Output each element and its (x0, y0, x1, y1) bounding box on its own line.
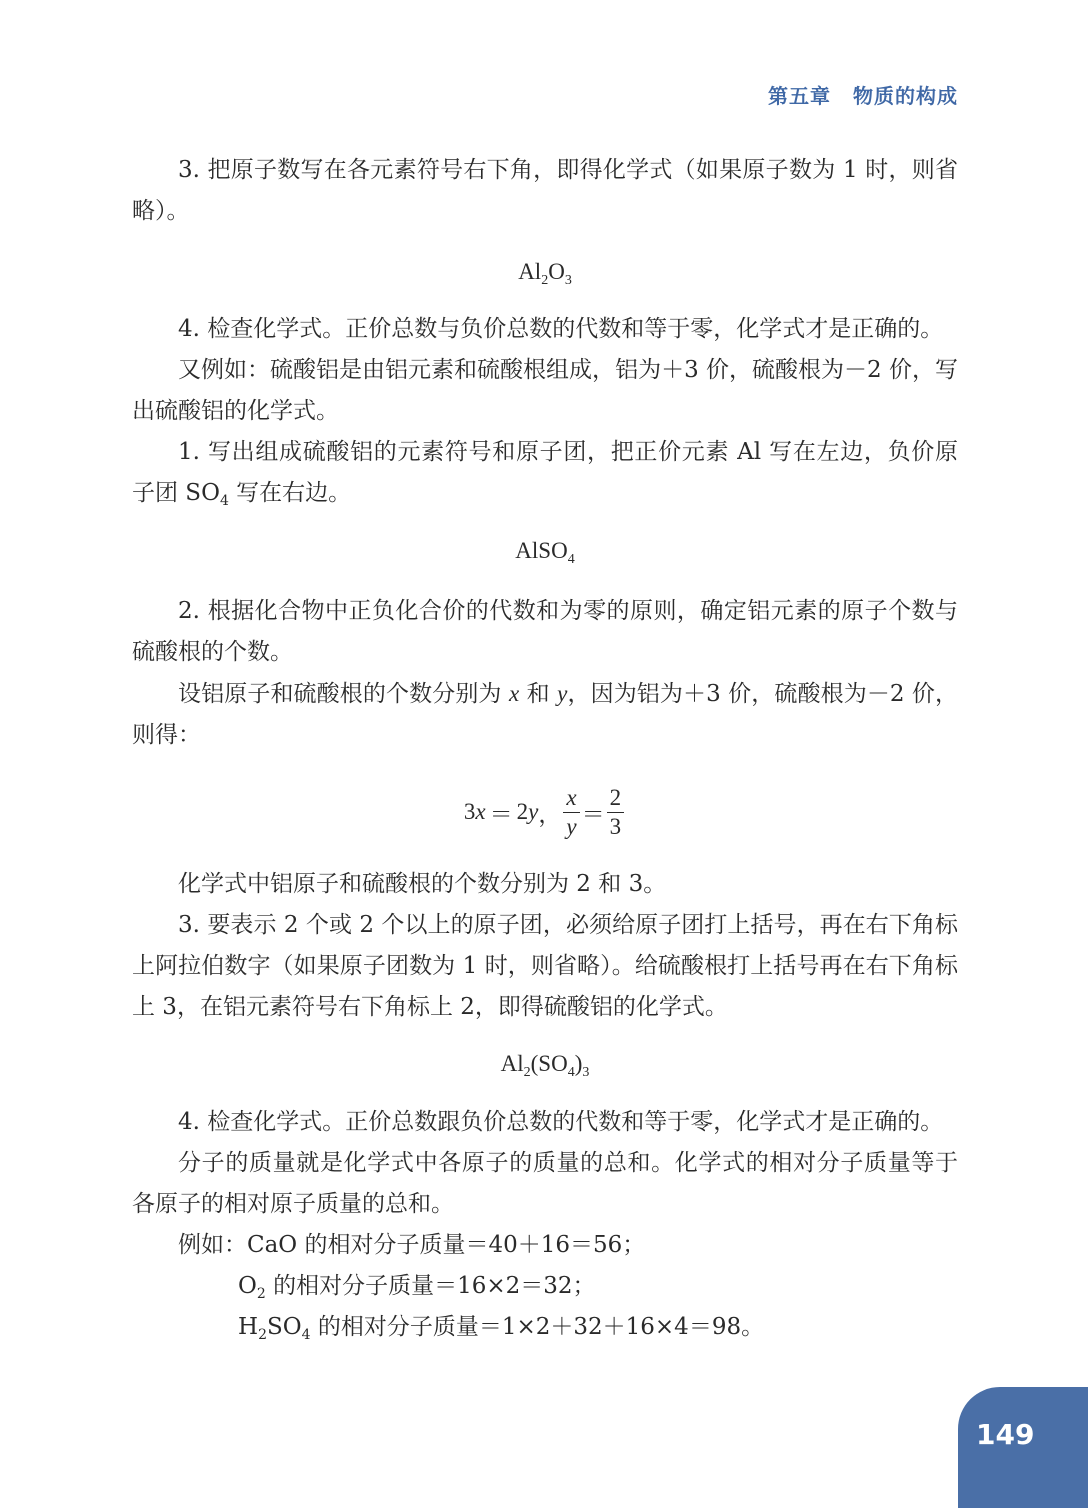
chapter-label: 第五章 (768, 84, 831, 108)
paragraph-let-xy: 设铝原子和硫酸根的个数分别为 x 和 y，因为铝为＋3 价，硫酸根为－2 价，则得： (132, 681, 959, 748)
formula-al2so43: $Al_2(SO_4)_3$ (500, 1051, 590, 1080)
formula-equation: 3 x ＝ 2 y ， $\frac{x}{y}$ ＝ $\frac{2}{3}$ (132, 780, 958, 844)
paragraph-step1-symbols: 1. 写出组成硫酸铝的元素符号和原子团，把正价元素 Al 写在左边，负价原子团 $SO_4$ 写在右边。 (132, 439, 958, 509)
chapter-header (768, 80, 958, 109)
paragraph-step4-check: 4. 检查化学式。正价总数与负价总数的代数和等于零，化学式才是正确的。 (178, 316, 944, 342)
paragraph-example-o2: $O_2$ 的相对分子质量＝16×2＝32； (238, 1273, 596, 1302)
formula-also4: AlSO$_4$ (515, 538, 575, 567)
paragraph-step3-subscript: 3. 把原子数写在各元素符号右下角，即得化学式（如果原子数为 1 时，则省略）。 (132, 157, 958, 224)
paragraph-step3-brackets: 3. 要表示 2 个或 2 个以上的原子团，必须给原子团打上括号，再在右下角标上阿拉伯数字（如果原子团数为 1 时，则省略）。给硫酸根打上括号再在右下角标上 3，在铝元素符号右下角标上 2，即得硫酸铝的化学式。 (132, 912, 958, 1020)
chapter-title: 物质的构成 (853, 84, 958, 108)
paragraph-molecular-mass: 分子的质量就是化学式中各原子的质量的总和。化学式的相对分子质量等于各原子的相对原子质量的总和。 (132, 1150, 958, 1217)
paragraph-example-cao: 例如：CaO 的相对分子质量＝40＋16＝56； (178, 1232, 646, 1258)
paragraph-example-h2so4: $H_2SO_4$ 的相对分子质量＝1×2＋32＋16×4＝98。 (238, 1314, 765, 1343)
paragraph-step2-principle: 2. 根据化合物中正负化合价的代数和为零的原则，确定铝元素的原子个数与硫酸根的个数。 (132, 598, 958, 665)
fraction-x-over-y: $\frac{x}{y}$ (563, 784, 579, 841)
formula-al2o3: $Al_2O_3$ (518, 259, 572, 288)
paragraph-step4-check2: 4. 检查化学式。正价总数跟负价总数的代数和等于零，化学式才是正确的。 (178, 1109, 944, 1135)
paragraph-example-intro: 又例如：硫酸铝是由铝元素和硫酸根组成，铝为＋3 价，硫酸根为－2 价，写出硫酸铝的化学式。 (132, 357, 958, 424)
page-number: 149 (976, 1418, 1035, 1451)
paragraph-counts: 化学式中铝原子和硫酸根的个数分别为 2 和 3。 (178, 871, 667, 897)
page-content (132, 150, 958, 1348)
fraction-2-over-3: $\frac{2}{3}$ (607, 784, 625, 841)
